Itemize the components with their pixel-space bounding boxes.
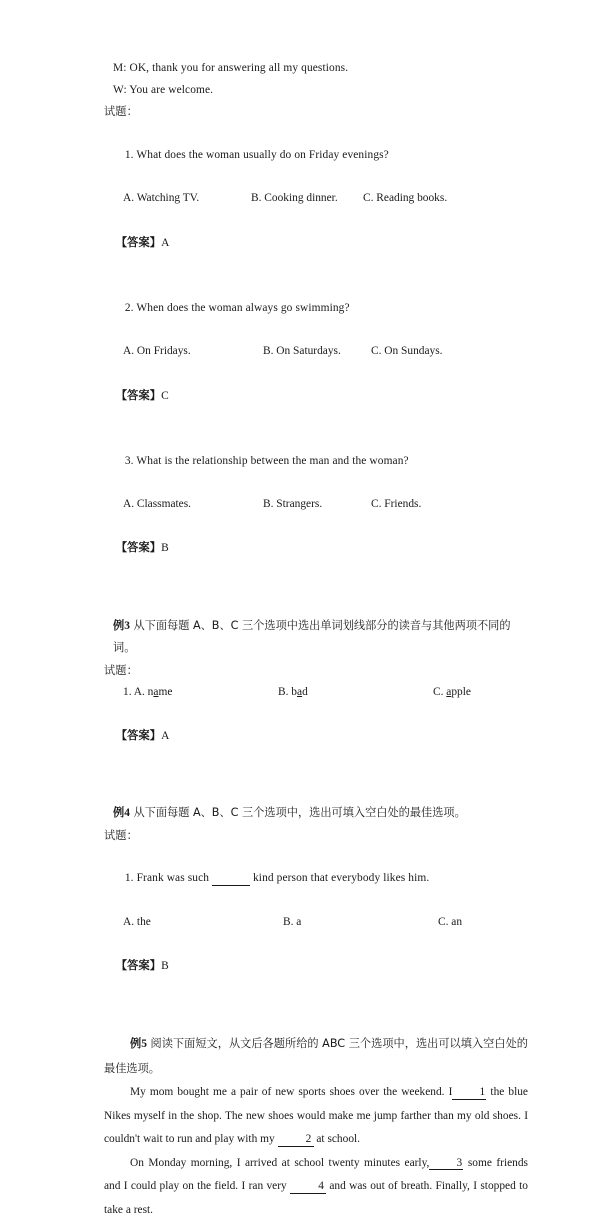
example-number: 3 (124, 619, 130, 632)
option-b-prefix: B. b (278, 685, 297, 698)
section-gap (104, 604, 528, 615)
option-a[interactable]: A. Classmates. (123, 498, 192, 511)
example-4-heading (104, 802, 528, 825)
option-row-ex4 (104, 912, 528, 934)
answer-label: 【答案】 (115, 959, 162, 973)
option-a[interactable]: A. the (123, 915, 151, 928)
example-instruction: 从下面每题 A、B、C 三个选项中选出单词划线部分的读音与其他两项不同的词。 (113, 618, 511, 655)
option-a[interactable]: A. On Fridays. (123, 345, 191, 358)
answer-row-ex3 (104, 703, 528, 769)
example-label: 例 (113, 806, 125, 820)
question-number: 3. (124, 454, 134, 467)
answer-row (104, 210, 528, 276)
passage-text: and was out of breath. Finally, I stopped to take a rest. (104, 1180, 528, 1216)
example-label: 例 (130, 1037, 142, 1051)
answer-label: 【答案】 (115, 388, 162, 402)
example-number: 5 (141, 1038, 147, 1051)
example-instruction: 阅读下面短文，从文后各题所给的 ABC 三个选项中，选出可以填入空白处的最佳选项。 (104, 1037, 528, 1075)
section-gap (104, 769, 528, 791)
answer-value: B (161, 960, 169, 973)
option-c-suffix: pple (451, 685, 471, 698)
answer-value: B (161, 542, 169, 555)
passage-blank-1[interactable]: 1 (452, 1087, 486, 1099)
example-5-heading (104, 1032, 528, 1081)
item-number: 1. (124, 872, 134, 885)
question-stem-ex4 (104, 847, 528, 912)
question-text: What does the woman usually do on Friday evenings? (136, 148, 389, 161)
passage-blank-2[interactable]: 2 (278, 1134, 314, 1146)
option-a-underlined: a (153, 685, 159, 698)
passage-text: My mom bought me a pair of new sports shoes over the weekend. I (130, 1086, 453, 1099)
question-stem (104, 429, 528, 494)
option-b[interactable]: B. a (283, 915, 302, 928)
passage-text: at school. (313, 1133, 361, 1146)
item-number: 1. (123, 685, 132, 698)
option-b[interactable]: B. Cooking dinner. (251, 192, 338, 205)
fill-in-blank[interactable] (212, 873, 250, 885)
section-gap (104, 1021, 528, 1032)
option-row (104, 341, 528, 363)
dialogue-line-m: M: OK, thank you for answering all my questions. (113, 62, 349, 74)
option-b-underlined: a (297, 685, 303, 698)
option-row (104, 494, 528, 516)
stem-before-blank: Frank was such (136, 872, 213, 885)
passage-text: some friends and I could play on the field. I ran very (104, 1156, 528, 1193)
option-c[interactable]: C. an (438, 915, 463, 928)
passage-paragraph-1 (104, 1081, 528, 1152)
passage-blank-4[interactable]: 4 (290, 1181, 326, 1193)
questions-label-ex3: 试题： (104, 663, 138, 677)
section-gap (104, 791, 528, 802)
option-row-ex3 (104, 682, 528, 704)
option-b-suffix: d (302, 685, 308, 698)
question-text: What is the relationship between the man and the woman? (136, 454, 409, 467)
answer-value: C (161, 389, 169, 402)
option-b[interactable] (278, 682, 433, 704)
answer-label: 【答案】 (115, 235, 162, 249)
option-b[interactable]: B. On Saturdays. (263, 345, 341, 358)
answer-row (104, 363, 528, 429)
answer-label: 【答案】 (115, 729, 162, 743)
passage-text: the blue Nikes myself in the shop. The new shoes would make me jump farther than my old shoes. I couldn't wait to run and play with my (104, 1086, 528, 1146)
option-b[interactable]: B. Strangers. (263, 498, 323, 511)
section-gap (104, 1000, 528, 1022)
passage-paragraph-2 (104, 1152, 528, 1222)
passage-text: On Monday morning, I arrived at school twenty minutes early, (130, 1156, 430, 1169)
answer-label: 【答案】 (115, 541, 162, 555)
option-c[interactable]: C. Reading books. (363, 192, 448, 205)
question-stem (104, 123, 528, 188)
example-instruction: 从下面每题 A、B、C 三个选项中，选出可填入空白处的最佳选项。 (133, 806, 466, 820)
section-gap (104, 582, 528, 604)
option-a[interactable] (123, 682, 278, 704)
option-a-prefix: A. n (133, 685, 154, 698)
question-stem (104, 276, 528, 341)
option-c-prefix: C. (433, 685, 447, 698)
answer-row-ex4 (104, 933, 528, 999)
option-c[interactable]: C. On Sundays. (371, 345, 443, 358)
example-label: 例 (113, 618, 125, 632)
answer-row (104, 516, 528, 582)
questions-label-listening: 试题： (104, 105, 138, 119)
questions-label-ex4: 试题： (104, 828, 138, 842)
option-row (104, 188, 528, 210)
stem-after-blank: kind person that everybody likes him. (250, 872, 430, 885)
example-number: 4 (124, 807, 130, 820)
option-c-underlined: a (446, 685, 452, 698)
dialogue-line-w: W: You are welcome. (113, 83, 214, 96)
answer-value: A (161, 236, 170, 249)
option-c[interactable] (433, 682, 528, 704)
passage-blank-3[interactable]: 3 (429, 1158, 463, 1170)
option-c[interactable]: C. Friends. (371, 498, 422, 511)
answer-value: A (161, 730, 170, 743)
option-a[interactable]: A. Watching TV. (123, 192, 200, 205)
example-3-heading (104, 615, 528, 660)
question-number: 2. (124, 301, 134, 314)
option-a-suffix: me (158, 685, 173, 698)
question-text: When does the woman always go swimming? (136, 301, 350, 314)
question-number: 1. (124, 148, 134, 161)
